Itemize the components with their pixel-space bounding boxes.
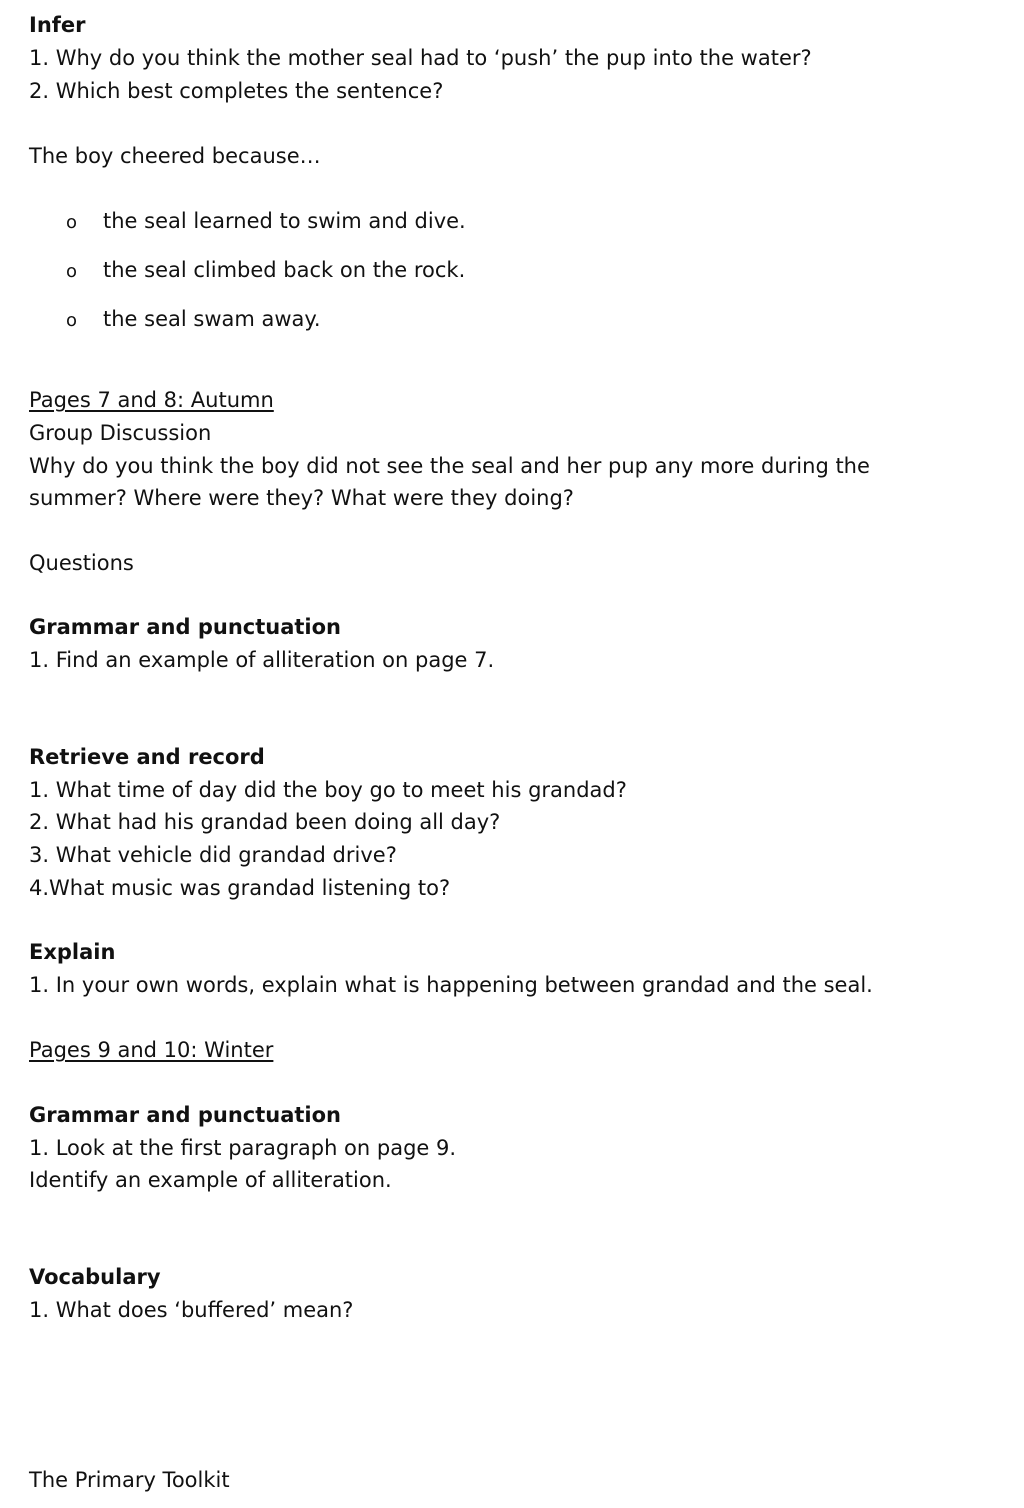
grammar-heading: Grammar and punctuation — [29, 1103, 341, 1127]
group-discussion-text: Why do you think the boy did not see the seal and her pup any more during the summer? Where were they? What were they doing? — [29, 454, 870, 510]
grammar-question-1: 1. Look at the first paragraph on page 9. — [29, 1136, 457, 1160]
infer-heading: Infer — [29, 13, 86, 37]
explain-question-1: 1. In your own words, explain what is happening between grandad and the seal. — [29, 973, 873, 997]
option-text: the seal climbed back on the rock. — [103, 258, 466, 282]
questions-label: Questions — [29, 551, 134, 575]
grammar-question-1: 1. Find an example of alliteration on page 7. — [29, 648, 495, 672]
retrieve-question-2: 2. What had his grandad been doing all day? — [29, 810, 501, 834]
retrieve-question-4: 4.What music was grandad listening to? — [29, 876, 451, 900]
footer-credit: The Primary Toolkit — [29, 1468, 230, 1492]
explain-heading: Explain — [29, 940, 116, 964]
grammar-question-1-continued: Identify an example of alliteration. — [29, 1168, 392, 1192]
infer-question-1: 1. Why do you think the mother seal had to ‘push’ the pup into the water? — [29, 46, 812, 70]
vocabulary-question-1: 1. What does ‘buffered’ mean? — [29, 1298, 354, 1322]
bullet-circle-icon: o — [66, 261, 78, 282]
bullet-circle-icon: o — [66, 310, 78, 331]
retrieve-heading: Retrieve and record — [29, 745, 265, 769]
section-title-winter: Pages 9 and 10: Winter — [29, 1038, 274, 1062]
grammar-heading: Grammar and punctuation — [29, 615, 341, 639]
option-item — [66, 207, 466, 237]
option-text: the seal learned to swim and dive. — [103, 209, 466, 233]
vocabulary-heading: Vocabulary — [29, 1265, 161, 1289]
sentence-stem: The boy cheered because… — [29, 144, 321, 168]
infer-question-2: 2. Which best completes the sentence? — [29, 79, 444, 103]
retrieve-question-3: 3. What vehicle did grandad drive? — [29, 843, 397, 867]
option-item — [66, 305, 321, 335]
section-title-autumn: Pages 7 and 8: Autumn — [29, 388, 274, 412]
option-text: the seal swam away. — [103, 307, 321, 331]
retrieve-question-1: 1. What time of day did the boy go to meet his grandad? — [29, 778, 627, 802]
bullet-circle-icon: o — [66, 212, 78, 233]
group-discussion-heading: Group Discussion — [29, 421, 212, 445]
option-item — [66, 256, 465, 286]
